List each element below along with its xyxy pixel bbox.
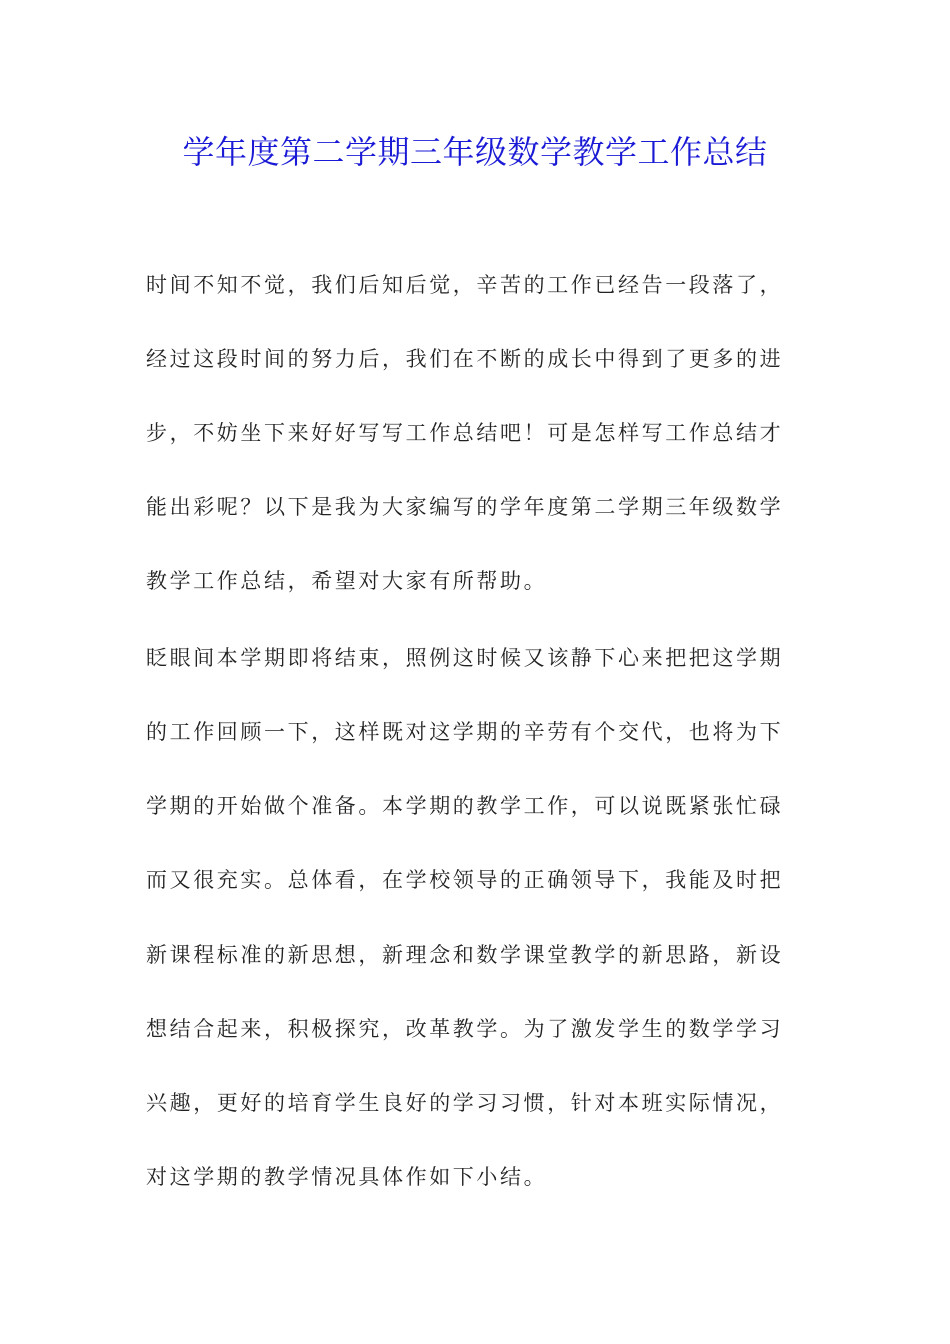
paragraph-1-line-4: 能出彩呢？以下是我为大家编写的学年度第二学期三年级数学 [146,495,784,519]
paragraph-1-line-2: 经过这段时间的努力后，我们在不断的成长中得到了更多的进 [146,347,784,371]
paragraph-1-line-1: 时间不知不觉，我们后知后觉，辛苦的工作已经告一段落了， [146,273,784,297]
paragraph-2-line-4: 而又很充实。总体看，在学校领导的正确领导下，我能及时把 [146,868,784,892]
paragraph-2-line-3: 学期的开始做个准备。本学期的教学工作，可以说既紧张忙碌 [146,794,784,818]
paragraph-2-line-5: 新课程标准的新思想，新理念和数学课堂教学的新思路，新设 [146,943,784,967]
paragraph-2-line-8: 对这学期的教学情况具体作如下小结。 [146,1165,548,1189]
paragraph-1-line-3: 步，不妨坐下来好好写写工作总结吧！可是怎样写工作总结才 [146,421,784,445]
paragraph-2-line-1: 眨眼间本学期即将结束，照例这时候又该静下心来把把这学期 [146,646,784,670]
paragraph-2-line-6: 想结合起来，积极探究，改革教学。为了激发学生的数学学习 [146,1017,784,1041]
paragraph-1-line-5: 教学工作总结，希望对大家有所帮助。 [146,569,548,593]
document-title: 学年度第二学期三年级数学教学工作总结 [182,133,768,171]
paragraph-2-line-7: 兴趣，更好的培育学生良好的学习习惯，针对本班实际情况， [146,1091,784,1115]
paragraph-2-line-2: 的工作回顾一下，这样既对这学期的辛劳有个交代，也将为下 [146,720,784,744]
